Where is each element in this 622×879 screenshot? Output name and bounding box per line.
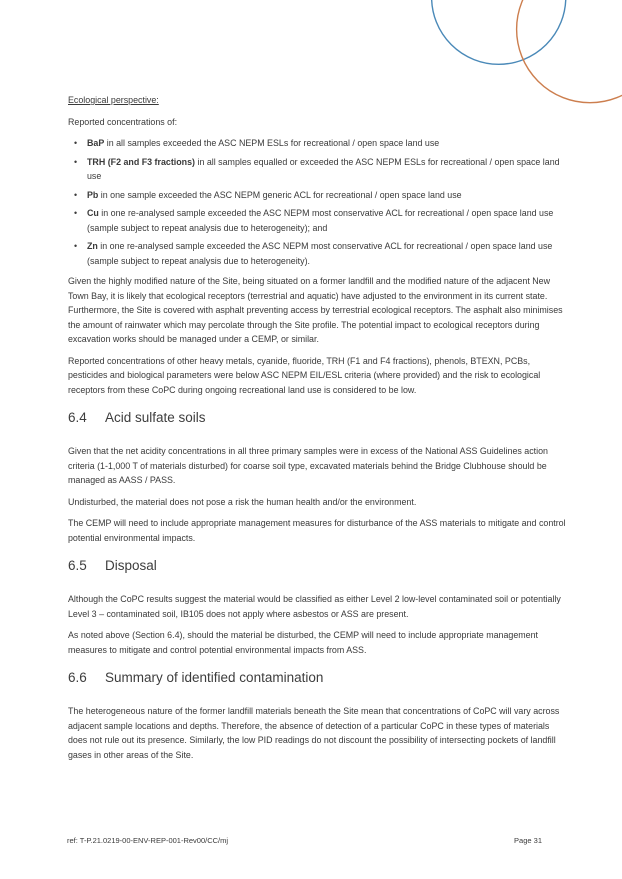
body-paragraph: Although the CoPC results suggest the material would be classified as either Level 2 low-level contaminated soil or potentially Level 3 – contaminated soil, IB105 does not apply where asbestos or ASS are present. xyxy=(68,594,561,619)
bullet-text: in all samples exceeded the ASC NEPM ESLs for recreational / open space land use xyxy=(104,138,440,148)
list-item xyxy=(87,155,571,184)
body-paragraph: Undisturbed, the material does not pose a risk the human health and/or the environment. xyxy=(68,496,417,507)
list-item xyxy=(87,188,571,203)
page-content xyxy=(68,93,571,769)
bullet-bold-term: TRH (F2 and F3 fractions) xyxy=(87,156,195,167)
body-paragraph: Given that the net acidity concentrations in all three primary samples were in excess of the National ASS Guidelines action criteria (1-1,000 T of materials disturbed) for coarse soil type, excavated materials behind the Bridge Clubhouse should be managed as AASS / PASS. xyxy=(68,446,548,485)
bullet-list xyxy=(68,136,571,268)
page-number: Page 31 xyxy=(514,836,542,845)
section-title: Acid sulfate soils xyxy=(105,410,206,425)
document-ref: ref: T-P.21.0219-00-ENV-REP-001-Rev00/CC/mj xyxy=(67,836,229,845)
page-footer xyxy=(67,836,542,846)
list-item xyxy=(87,239,571,268)
body-paragraph: Given the highly modified nature of the Site, being situated on a former landfill and the modified nature of the adjacent New Town Bay, it is likely that ecological receptors (terrestrial and aquatic) have adjusted to the environment in its current state. Furthermore, the Site is covered with asphalt preventing access by terrestrial ecological receptors. The asphalt also minimises the amount of rainwater which may percolate through the Site profile. The potential impact to ecological receptors during excavation works should be managed under a CEMP, or similar. xyxy=(68,276,563,344)
section-heading-6-4 xyxy=(68,409,571,427)
section-title: Disposal xyxy=(105,558,157,573)
blue-circle-icon xyxy=(432,0,566,64)
bullet-bold-term: BaP xyxy=(87,138,105,148)
body-paragraph: Reported concentrations of other heavy metals, cyanide, fluoride, TRH (F1 and F4 fractions), phenols, BTEXN, PCBs, pesticides and biological parameters were below ASC NEPM EIL/ESL criteria (where provided) and the risk to ecological receptors from these CoPC during ongoing recreational land use is considered to be low. xyxy=(68,355,541,395)
bullet-text: in one sample exceeded the ASC NEPM generic ACL for recreational / open space land use xyxy=(98,189,462,200)
section-number: 6.6 xyxy=(68,670,87,685)
bullet-text: in one re-analysed sample exceeded the ASC NEPM most conservative ACL for recreational / open space land use (sample subject to repeat analysis due to heterogeneity). xyxy=(87,241,553,266)
ecological-perspective-heading: Ecological perspective: xyxy=(68,95,159,105)
section-number: 6.4 xyxy=(68,410,87,425)
section-heading-6-6 xyxy=(68,669,571,687)
orange-circle-icon xyxy=(517,0,622,103)
bullet-bold-term: Cu xyxy=(87,208,99,218)
list-item xyxy=(87,136,571,151)
section-title: Summary of identified contamination xyxy=(105,670,324,685)
bullet-text: in all samples equalled or exceeded the ASC NEPM ESLs for recreational / open space land use xyxy=(87,156,560,181)
body-paragraph: The heterogeneous nature of the former landfill materials beneath the Site mean that concentrations of CoPC will vary across adjacent sample locations and depths. Therefore, the absence of detection of a particular CoPC in these types of materials does not rule out its presence. Similarly, the low PID readings do not discount the possibility of intersecting pockets of landfill gases in other areas of the Site. xyxy=(68,706,560,760)
body-paragraph: The CEMP will need to include appropriate management measures for disturbance of the ASS materials to mitigate and control potential environmental impacts. xyxy=(68,518,566,543)
bullet-bold-term: Pb xyxy=(87,189,99,200)
body-paragraph: As noted above (Section 6.4), should the material be disturbed, the CEMP will need to include appropriate management measures to mitigate and control potential environmental impacts from ASS. xyxy=(68,630,538,655)
section-heading-6-5 xyxy=(68,557,571,575)
bullet-text: in one re-analysed sample exceeded the ASC NEPM most conservative ACL for recreational / open space land use (sample subject to repeat analysis due to heterogeneity); and xyxy=(87,208,554,233)
section-number: 6.5 xyxy=(68,558,87,573)
list-item xyxy=(87,206,571,235)
intro-line: Reported concentrations of: xyxy=(68,116,178,127)
bullet-bold-term: Zn xyxy=(87,241,98,251)
